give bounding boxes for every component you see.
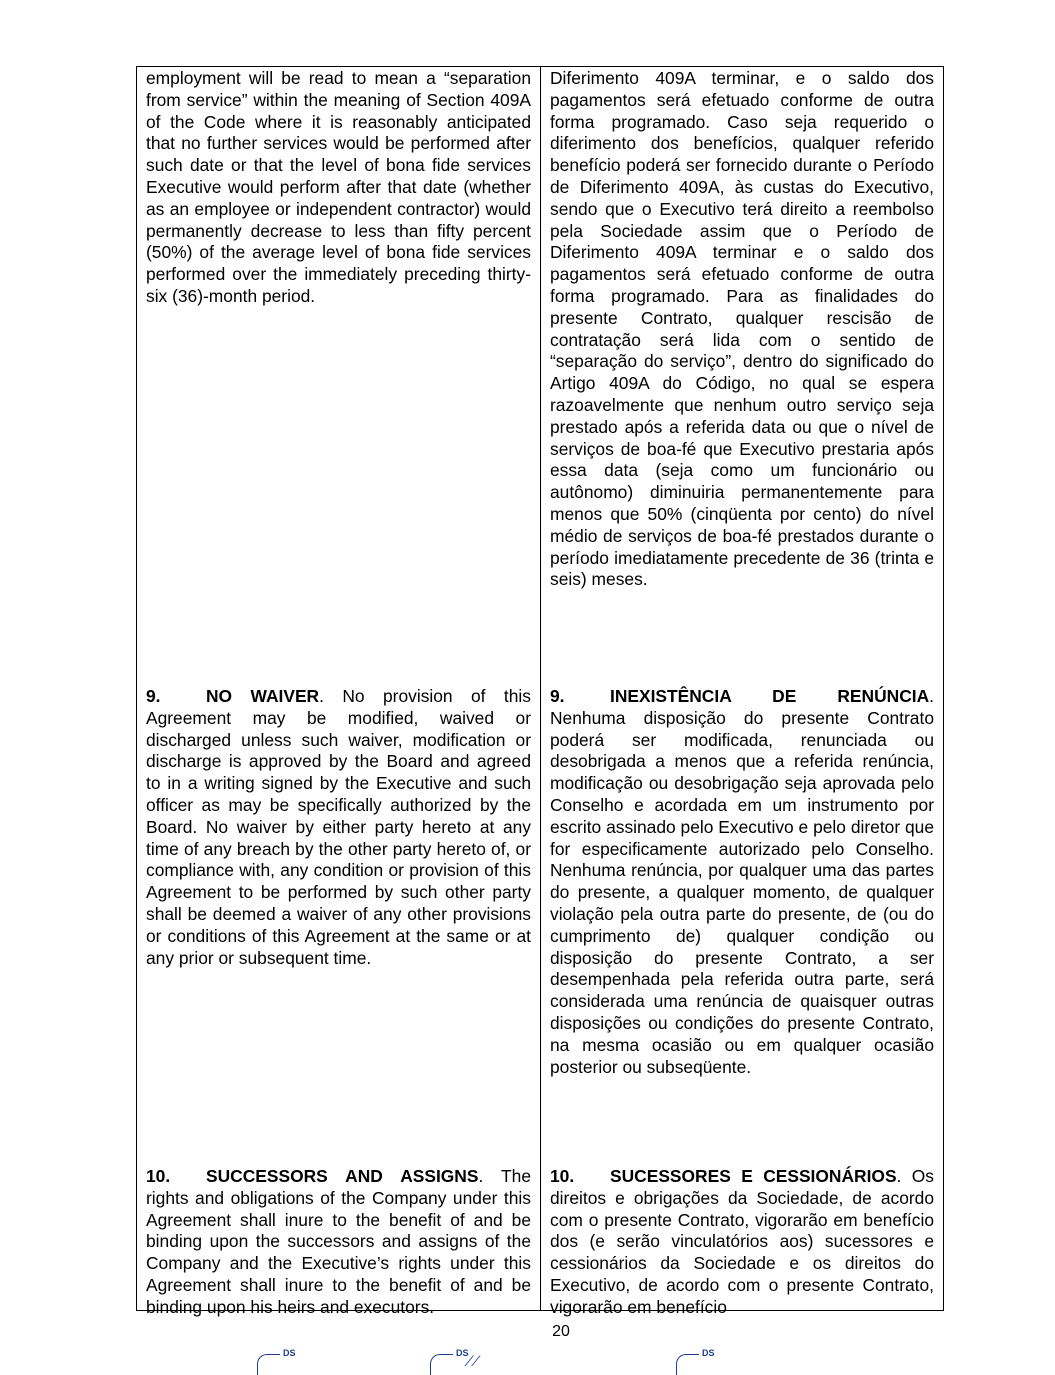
en-section-9-heading: 9. NO WAIVER xyxy=(146,686,320,706)
en-section-10-successors: 10. SUCCESSORS AND ASSIGNS. The rights and obligations of the Company under this Agreement shall inure to the benefit of and be binding upon the successors and assigns of the Company and the Executive’s rights under this Agreement shall inure to the benefit of and be binding upon his heirs and executors. xyxy=(146,1166,531,1317)
en-section-separation: employment will be read to mean a “separation from service” within the meaning of Section 409A of the Code where it is reasonably anticipated that no further services would be performed after such date or that the level of bona fide services Executive would perform after that date (whether as an employee or independent contractor) would permanently decrease to less than fifty percent (50%) of the average level of bona fide services performed over the immediately preceding thirty-six (36)-month period. xyxy=(146,68,531,306)
pt-section-9-inexistencia: 9. INEXISTÊNCIA DE RENÚNCIA. Nenhuma disposição do presente Contrato poderá ser modificada, renunciada ou desobrigada a menos que a referida renúncia, modificação ou desobrigação seja aprovada pelo Conselho e acordada em um instrumento por escrito assinado pelo Executivo e pelo diretor que for especificamente autorizado pelo Conselho. Nenhuma renúncia, por qualquer uma das partes do presente, a qualquer momento, de qualquer violação pela outra parte do presente, de (ou do cumprimento de) qualquer condição ou disposição do presente Contrato, a ser desempenhada pela referida outra parte, será considerada uma renúncia de quaisquer outras disposições ou condições do presente Contrato, na mesma ocasião ou em qualquer ocasião posterior ou subseqüente. xyxy=(550,686,934,1077)
docusign-initial-box-1: DS xyxy=(257,1346,317,1366)
en-section-10-heading: 10. SUCCESSORS AND ASSIGNS xyxy=(146,1166,479,1186)
en-section-9-no-waiver: 9. NO WAIVER. No provision of this Agreement may be modified, waived or discharged unless such waiver, modification or discharge is approved by the Board and agreed to in a writing signed by the Executive and such officer as may be specifically authorized by the Board. No waiver by either party hereto at any time of any breach by the other party hereto of, or compliance with, any condition or provision of this Agreement to be performed by such other party shall be deemed a waiver of any other provisions or conditions of this Agreement at the same or at any prior or subsequent time. xyxy=(146,686,531,968)
page-number: 20 xyxy=(552,1323,570,1340)
docusign-initial-box-2: DS ⁄ ⁄ xyxy=(430,1346,490,1366)
pt-section-10-heading: 10. SUCESSORES E CESSIONÁRIOS xyxy=(550,1166,897,1186)
bilingual-contract-table xyxy=(136,66,944,1317)
docusign-initial-box-3: DS xyxy=(676,1346,736,1366)
signature-mark-icon: ⁄ ⁄ xyxy=(468,1354,478,1370)
pt-section-9-heading: 9. INEXISTÊNCIA DE RENÚNCIA xyxy=(550,686,930,706)
pt-section-10-sucessores: 10. SUCESSORES E CESSIONÁRIOS. Os direitos e obrigações da Sociedade, de acordo com o presente Contrato, vigorarão em benefício dos (e serão vinculatórios aos) sucessores e cessionários da Sociedade e os direitos do Executivo, de acordo com o presente Contrato, vigorarão em benefício xyxy=(550,1166,934,1317)
portuguese-column xyxy=(540,67,943,1317)
pt-section-separation: Diferimento 409A terminar, e o saldo dos pagamentos será efetuado conforme de outra forma programado. Caso seja requerido o diferimento dos benefícios, qualquer referido benefício poderá ser fornecido durante o Período de Diferimento 409A, às custas do Executivo, sendo que o Executivo terá direito a reembolso pela Sociedade assim que o Período de Diferimento 409A terminar e o saldo dos pagamentos será efetuado conforme de outra forma programado. Para as finalidades do presente Contrato, qualquer rescisão de contratação será lida com o sentido de “separação do serviço”, dentro do significado do Artigo 409A do Código, no qual se espera razoavelmente que nenhum outro serviço seja prestado após a referida data ou que o nível de serviços de boa-fé que Executivo prestaria após essa data (seja como um funcionário ou autônomo) diminuiria permanentemente para menos que 50% (cinqüenta por cento) do nível médio de serviços de boa-fé prestados durante o período imediatamente precedente de 36 (trinta e seis) meses. xyxy=(550,68,934,590)
english-column xyxy=(137,67,540,1317)
